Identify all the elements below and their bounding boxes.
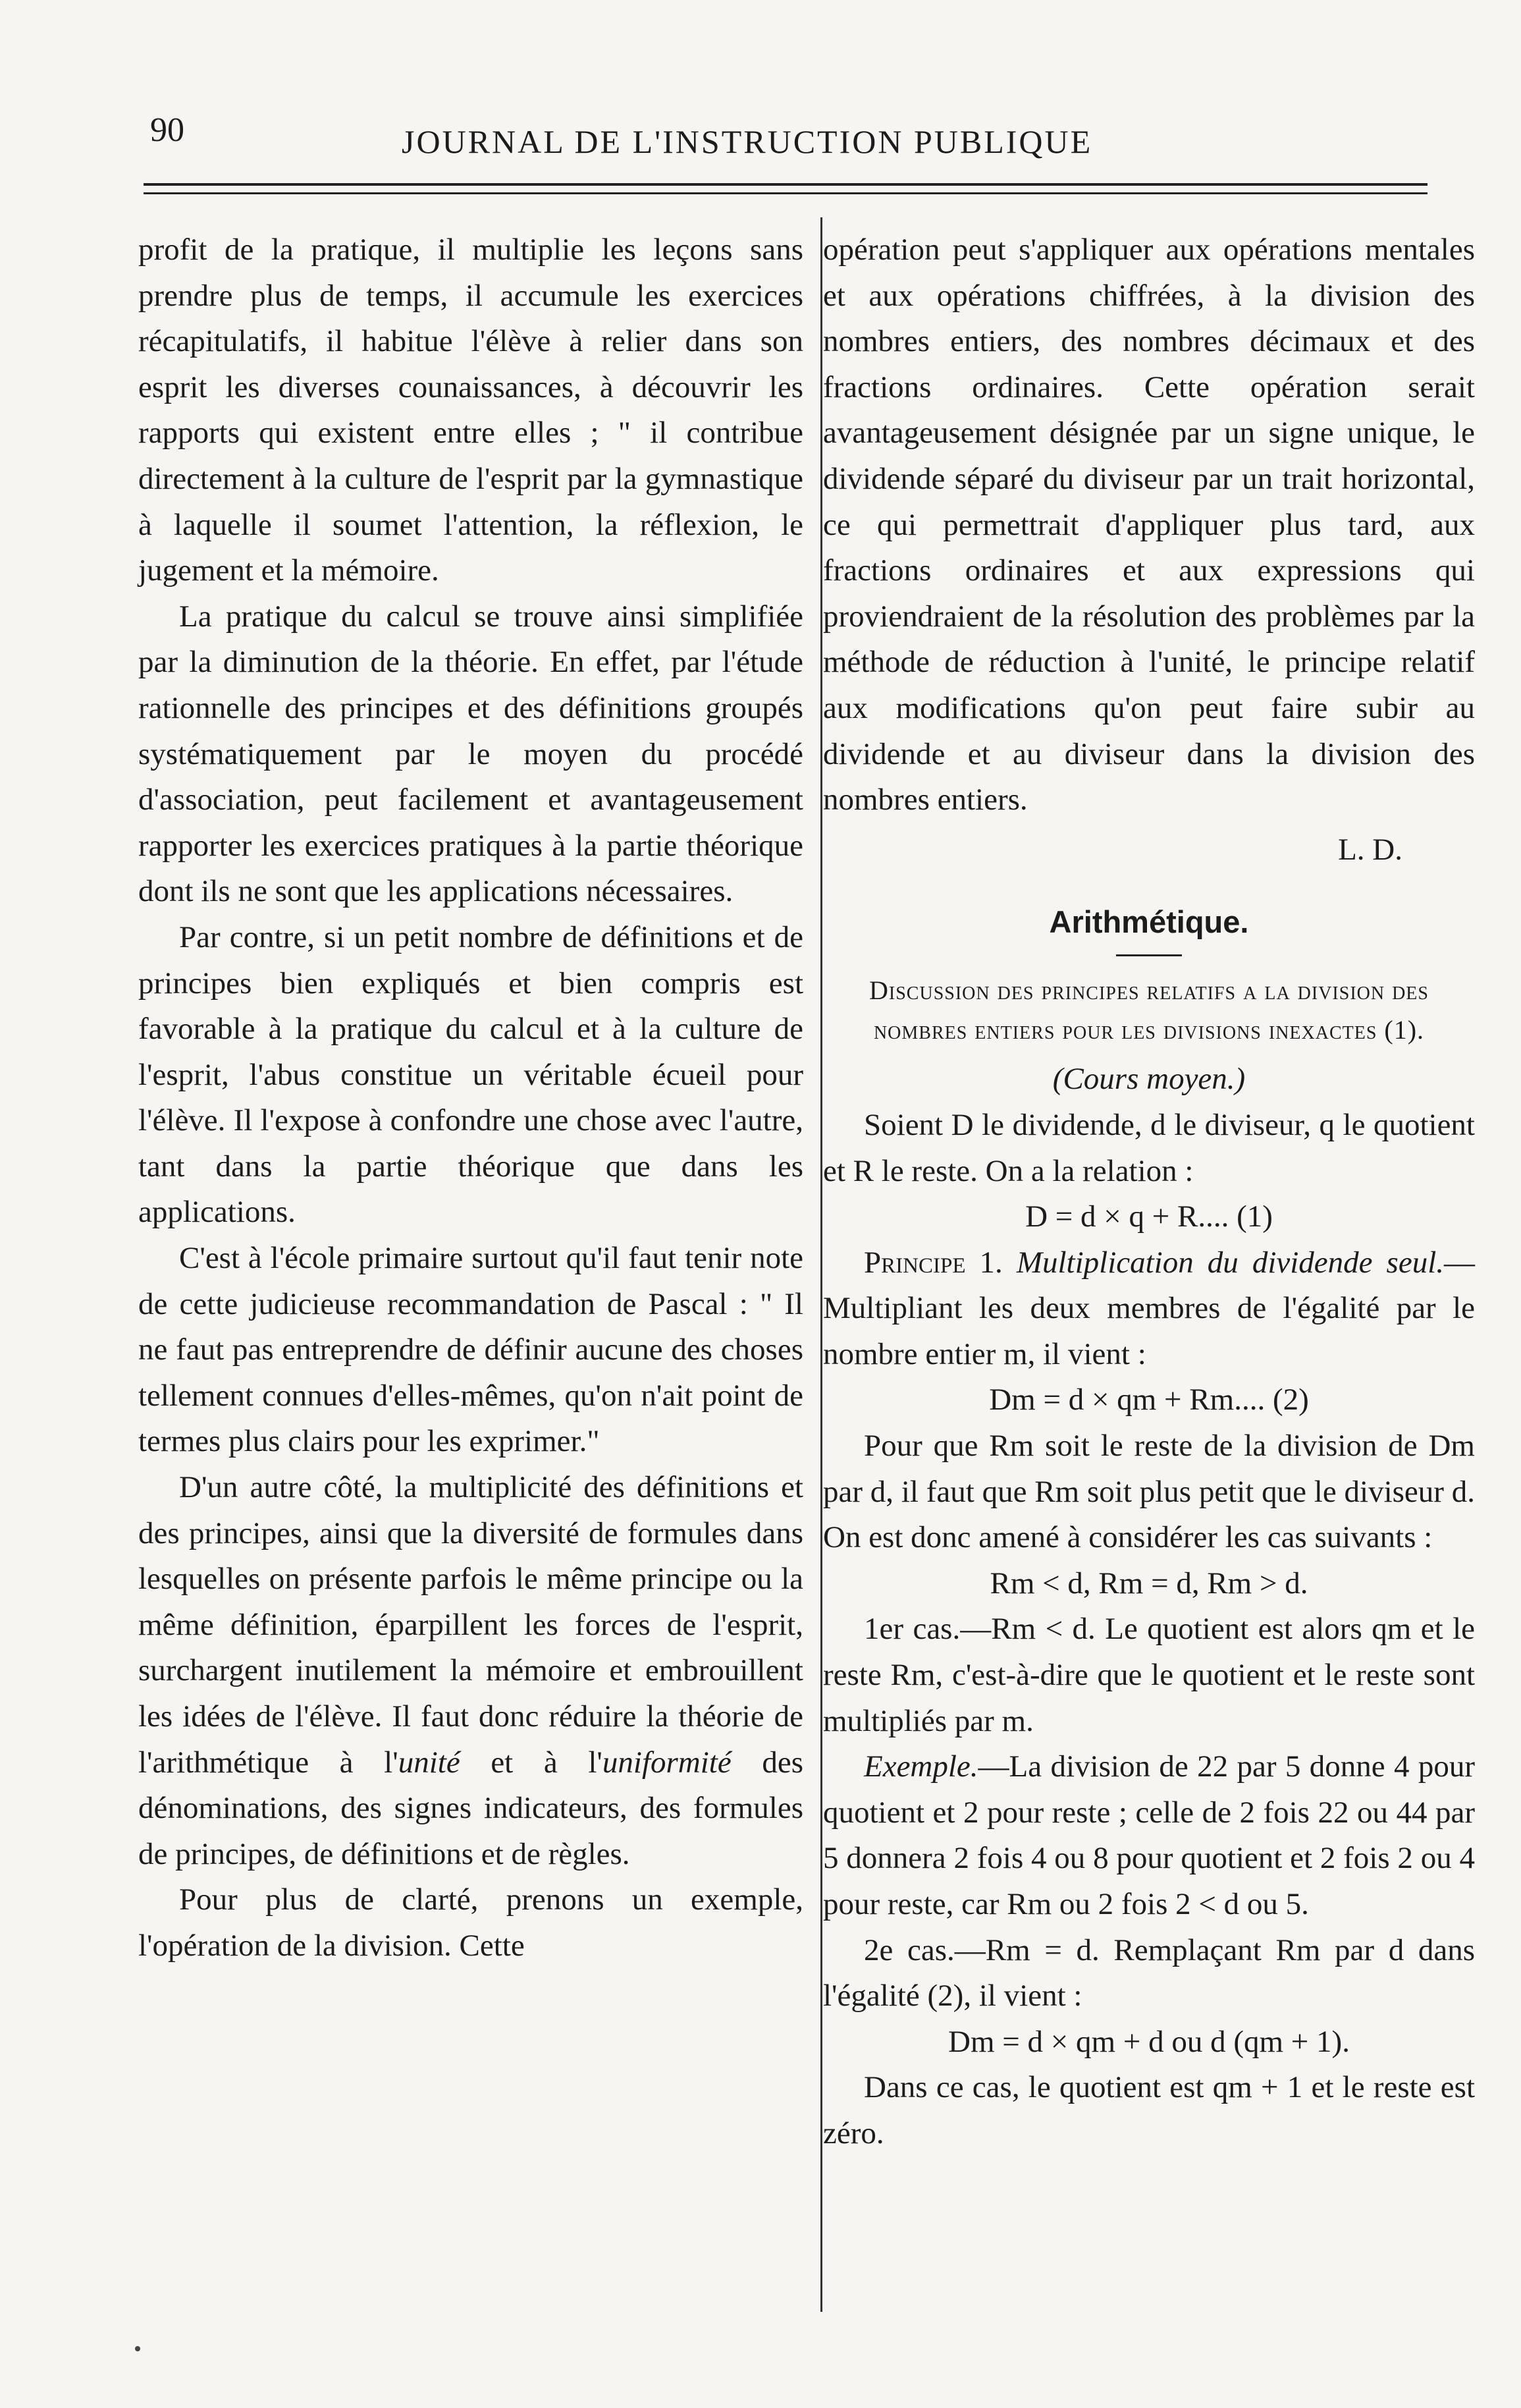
principle-paragraph — [823, 1240, 1475, 1378]
running-title: JOURNAL DE L'INSTRUCTION PUBLIQUE — [402, 123, 1093, 160]
paragraph: 2e cas.—Rm = d. Remplaçant Rm par d dans l'égalité (2), il vient : — [823, 1932, 1475, 2013]
paragraph: C'est à l'école primaire surtout qu'il faut tenir note de cette judicieuse recommandation de Pascal : " Il ne faut pas entreprendre de définir aucune des choses tellement connues d'elles-mêmes, qu'on n'ait point de termes plus clairs pour les exprimer." — [138, 1241, 803, 1459]
equation: Dm = d × qm + Rm.... (2) — [989, 1382, 1309, 1417]
paragraph: 1er cas.—Rm < d. Le quotient est alors qm et le reste Rm, c'est-à-dire que le quotient et le reste sont multipliés par m. — [823, 1612, 1475, 1738]
paragraph: opération peut s'appliquer aux opérations mentales et aux opérations chiffrées, à la division des nombres entiers, des nombres décimaux et des fractions ordinaires. Cette opération serait avantageusement désignée par un signe unique, le dividende séparé du diviseur par un trait horizontal, ce qui permettrait d'appliquer plus tard, aux fractions ordinaires et aux expressions qui proviendraient de la résolution des problèmes par la méthode de réduction à l'unité, le principe relatif aux modifications qu'on peut faire subir au dividende et au diviseur dans la division des nombres entiers. — [823, 233, 1475, 817]
section-title: Arithmétique. — [1049, 904, 1249, 940]
equation: Rm < d, Rm = d, Rm > d. — [990, 1566, 1308, 1601]
header-rule-secondary — [144, 192, 1428, 194]
equation: Dm = d × qm + d ou d (qm + 1). — [948, 2024, 1350, 2059]
course-level: (Cours moyen.) — [1052, 1062, 1246, 1097]
section-rule — [1116, 954, 1182, 956]
example-paragraph — [823, 1744, 1475, 1927]
text-run: et à l' — [460, 1745, 602, 1780]
paragraph: Dans ce cas, le quotient est qm + 1 et le reste est zéro. — [823, 2070, 1475, 2150]
paragraph: La pratique du calcul se trouve ainsi simplifiée par la diminution de la théorie. En effet, par l'étude rationnelle des principes et des définitions groupés systématiquement par le moyen du procédé d'association, peut facilement et avantageusement rapporter les exercices pratiques à la partie théorique dont ils ne sont que les applications nécessaires. — [138, 599, 803, 909]
text-run: D'un autre côté, la multiplicité des définitions et des principes, ainsi que la diversité de formules dans lesquelles on présente parfois le même principe ou la même définition, éparpillent les forces de l'esprit, surchargent inutilement la mémoire et embrouillent les idées de l'élève. Il faut donc réduire la théorie de l'arithmétique à l' — [138, 1470, 803, 1780]
text-run: —Multipliant les deux membres de l'égalité par le nombre entier m, il vient : — [823, 1245, 1476, 1371]
paragraph: Soient D le dividende, d le diviseur, q le quotient et R le reste. On a la relation : — [823, 1107, 1475, 1188]
page-number: 90 — [150, 111, 184, 149]
paragraph: Pour que Rm soit le reste de la division de Dm par d, il faut que Rm soit plus petit que le diviseur d. On est donc amené à considérer les cas suivants : — [823, 1429, 1475, 1555]
italic-term: uniformité — [602, 1745, 732, 1780]
column-divider — [820, 217, 822, 2312]
text-run: des dénominations, des signes indicateurs, des formules de principes, de définitions et de règles. — [138, 1745, 803, 1871]
paragraph: Pour plus de clarté, prenons un exemple, l'opération de la division. Cette — [138, 1882, 803, 1963]
equation: D = d × q + R.... (1) — [1025, 1199, 1273, 1234]
article-subheading: Discussion des principes relatifs a la division des nombres entiers pour les divisions inexactes (1). — [869, 975, 1429, 1045]
ink-mark — [135, 2346, 140, 2351]
page-header — [0, 0, 1521, 211]
paragraph: profit de la pratique, il multiplie les leçons sans prendre plus de temps, il accumule les exercices récapitulatifs, il habitue l'élève à relier dans son esprit les diverses counaissances, à découvrir les rapports qui existent entre elles ; " il contribue directement à la culture de l'esprit par la gymnastique à laquelle il soumet l'attention, la réflexion, le jugement et la mémoire. — [138, 233, 803, 588]
example-label: Exemple. — [864, 1749, 978, 1784]
right-column — [823, 227, 1475, 2157]
author-signature: L. D. — [1338, 832, 1402, 867]
text-run: —La division de 22 par 5 donne 4 pour quotient et 2 pour reste ; celle de 2 fois 22 ou 44 par 5 donnera 2 fois 4 ou 8 pour quotient et 2 fois 2 ou 4 pour reste, car Rm ou 2 fois 2 < d ou 5. — [823, 1749, 1475, 1921]
left-column — [138, 227, 803, 1969]
principle-title: Multiplication du dividende seul. — [1002, 1245, 1445, 1280]
paragraph: Par contre, si un petit nombre de définitions et de principes bien expliqués et bien compris est favorable à la pratique du calcul et à la culture de l'esprit, l'abus constitue un véritable écueil pour l'élève. Il l'expose à confondre une chose avec l'autre, tant dans la partie théorique que dans les applications. — [138, 919, 803, 1230]
italic-term: unité — [398, 1745, 460, 1780]
header-rule — [144, 183, 1428, 186]
principle-label: Principe 1. — [864, 1245, 1003, 1280]
paragraph — [138, 1465, 803, 1877]
